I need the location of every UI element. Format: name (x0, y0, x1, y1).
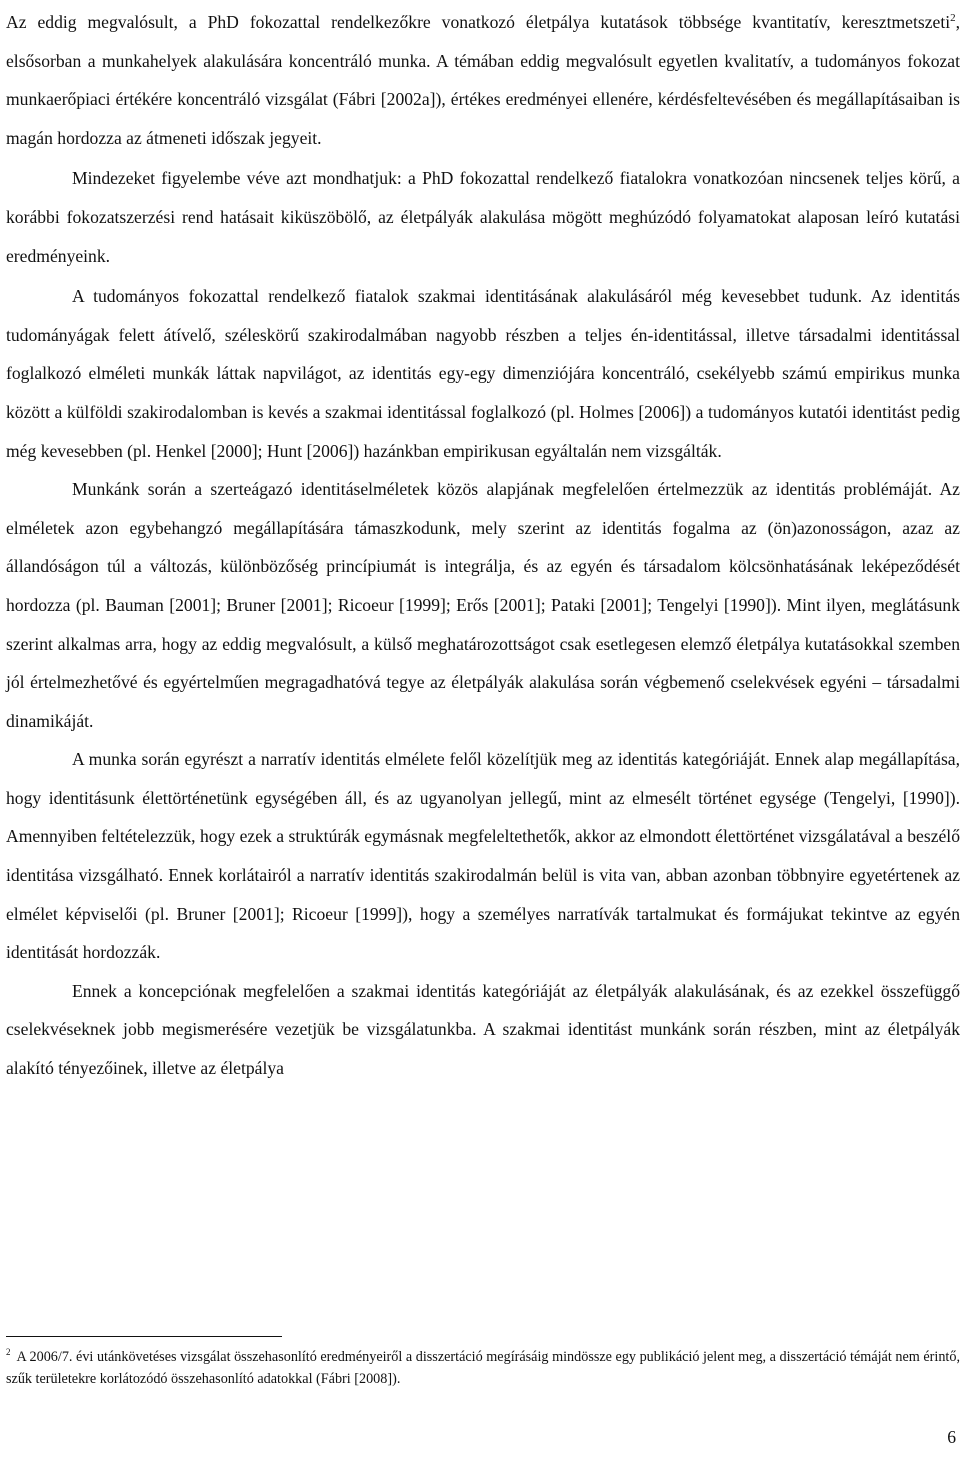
footnote-separator (6, 1336, 282, 1337)
paragraph-6: Ennek a koncepciónak megfelelően a szakmai identitás kategóriáját az életpályák alakulásának, és az ezekkel összefüggő cselekvéseknek jobb megismerésére vezetjük be vizsgálatunkba. A szakmai identitást munkánk során részben, mint az életpályák alakító tényezőinek, illetve az életpálya (6, 980, 960, 1079)
page-number: 6 (947, 1427, 956, 1447)
body-text (6, 3, 960, 1088)
footnote-reference: 2 (950, 12, 956, 24)
footnote-number: 2 (6, 1347, 11, 1357)
document-page (6, 0, 960, 1088)
paragraph-5: A munka során egyrészt a narratív identitás elmélete felől közelítjük meg az identitás kategóriáját. Ennek alap megállapítása, hogy identitásunk élettörténetünk egységében áll, és az ugyanolyan jellegű, mint az elmesélt történet egysége (Tengelyi, [1990]). Amennyiben feltételezzük, hogy ezek a struktúrák egymásnak megfeleltethetők, akkor az elmondott élettörténet vizsgálatával a beszélő identitása vizsgálható. Ennek korlátairól a narratív identitás szakirodalmán belül is vita van, abban azonban többnyire egyetértenek az elmélet képviselői (pl. Bruner [2001]; Ricoeur [1999]), hogy a személyes narratívák tartalmukat és formájukat tekintve az egyén identitását hordozzák. (6, 749, 960, 963)
footnote-text: A 2006/7. évi utánkövetéses vizsgálat összehasonlító eredményeiről a disszertáció megírásáig mindössze egy publikáció jelent meg, a disszertáció témáját nem érintő, szűk területekre korlátozódó összehasonlító adatokkal (Fábri [2008]). (6, 1349, 960, 1387)
paragraph-3: A tudományos fokozattal rendelkező fiatalok szakmai identitásának alakulásáról még kevesebbet tudunk. Az identitás tudományágak felett átívelő, széleskörű szakirodalmában nagyobb részben a teljes én-identitással, illetve társadalmi identitással foglalkozó elméleti munkák láttak napvilágot, az identitás egy-egy dimenziójára koncentráló, csekélyebb számú empirikus munka között a külföldi szakirodalomban is kevés a szakmai identitással foglalkozó (pl. Holmes [2006]) a tudományos kutatói identitást pedig még kevesebben (pl. Henkel [2000]; Hunt [2006]) hazánkban empirikusan egyáltalán nem vizsgálták. (6, 286, 960, 461)
footnote (6, 1346, 960, 1390)
paragraph-1-text-b: , elsősorban a munkahelyek alakulására koncentráló munka. A témában eddig megvalósult egyetlen kvalitatív, a tudományos fokozat munkaerőpiaci értékére koncentráló vizsgálat (Fábri [2002a]), értékes eredményei ellenére, kérdésfeltevésében és megállapításaiban is magán hordozza az átmeneti időszak jegyeit. (6, 12, 960, 148)
paragraph-1 (6, 3, 960, 157)
paragraph-4: Munkánk során a szerteágazó identitáselméletek közös alapjának megfelelően értelmezzük az identitás problémáját. Az elméletek azon egybehangzó megállapítására támaszkodunk, mely szerint az identitás fogalma az (ön)azonosságon, azaz az állandóságon túl a változás, különbözőség princípiumát is integrálja, és az egyén és társadalom kölcsönhatásának leképeződését hordozza (pl. Bauman [2001]; Bruner [2001]; Ricoeur [1999]; Erős [2001]; Pataki [2001]; Tengelyi [1990]). Mint ilyen, meglátásunk szerint alkalmas arra, hogy az eddig megvalósult, a külső meghatározottságot csak esetlegesen elemző életpálya kutatásokkal szemben jól értelmezhetővé és egyértelműen megragadhatóvá tegye az életpályák alakulása során végbemenő cselekvések egyéni – társadalmi dinamikáját. (6, 479, 960, 731)
paragraph-2: Mindezeket figyelembe véve azt mondhatjuk: a PhD fokozattal rendelkező fiatalokra vonatkozóan nincsenek teljes körű, a korábbi fokozatszerzési rend hatásait kiküszöbölő, az életpályák alakulása mögött meghúzódó folyamatokat alaposan leíró kutatási eredményeink. (6, 168, 960, 266)
paragraph-1-text-a: Az eddig megvalósult, a PhD fokozattal rendelkezőkre vonatkozó életpálya kutatások többsége kvantitatív, keresztmetszeti (6, 12, 951, 32)
